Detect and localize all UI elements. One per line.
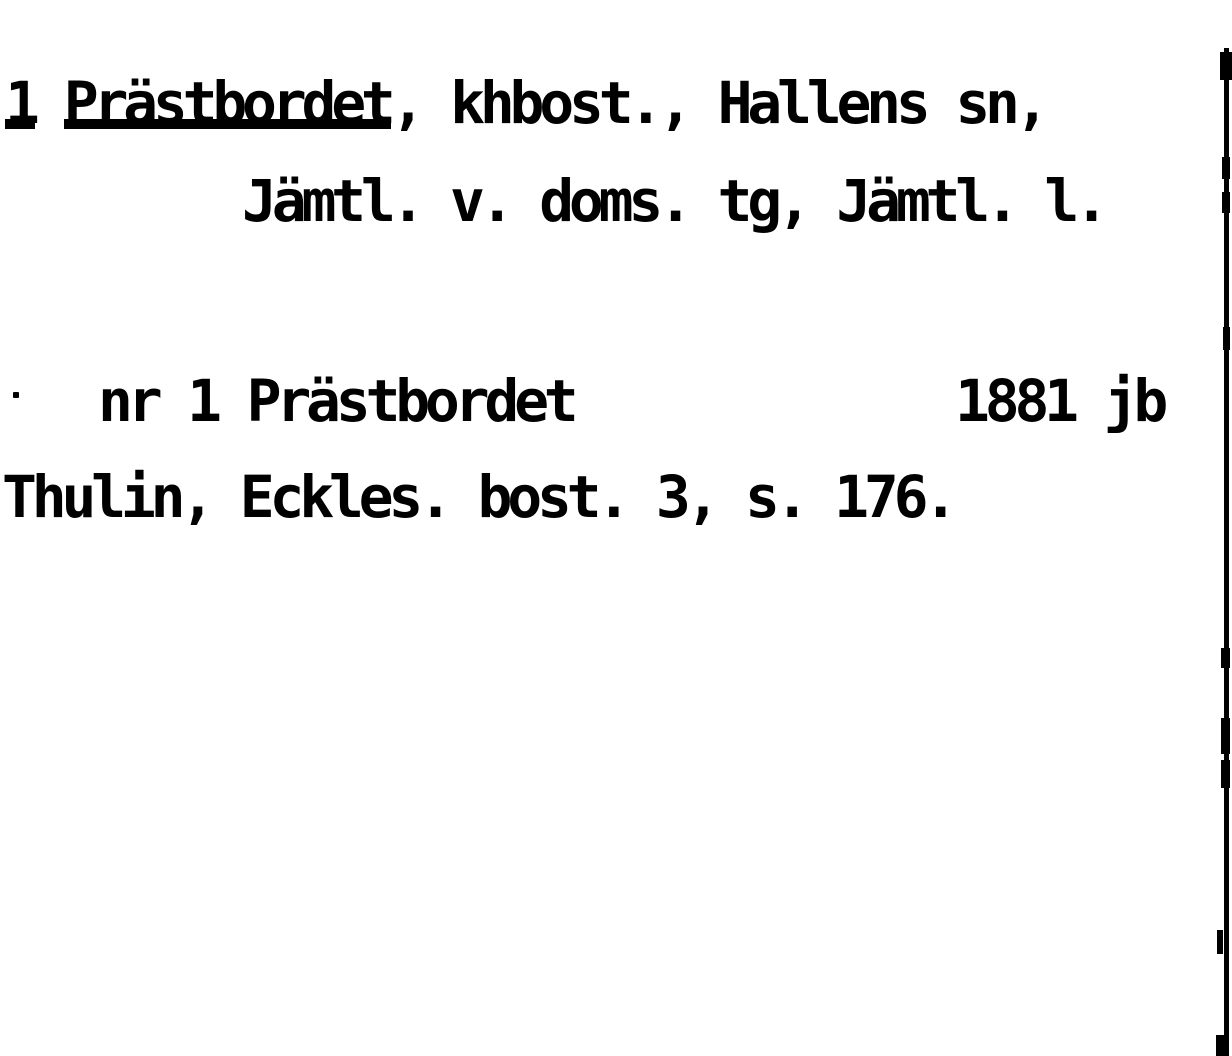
scan-artifact (1222, 192, 1230, 213)
scan-artifact (1221, 718, 1230, 754)
record-label: nr 1 Prästbordet (98, 367, 574, 435)
scan-artifact (1221, 760, 1230, 788)
heading-line-1 (5, 69, 1045, 137)
scan-artifact (1222, 157, 1230, 179)
heading-suffix: , khbost., Hallens sn, (390, 69, 1045, 137)
record-year-note: 1881 jb (955, 367, 1164, 435)
heading-line-2: Jämtl. v. doms. tg, Jämtl. l. (242, 167, 1104, 235)
scan-artifact (1216, 1035, 1228, 1056)
reference-citation: Thulin, Eckles. bost. 3, s. 176. (2, 463, 954, 531)
scan-artifact (1217, 930, 1223, 954)
scan-artifact (1223, 327, 1230, 350)
scan-artifact (1220, 52, 1232, 80)
scan-artifact (1221, 648, 1230, 668)
estate-name: Prästbordet (63, 69, 391, 137)
estate-number: 1 (5, 69, 35, 137)
ink-speck (13, 392, 19, 398)
